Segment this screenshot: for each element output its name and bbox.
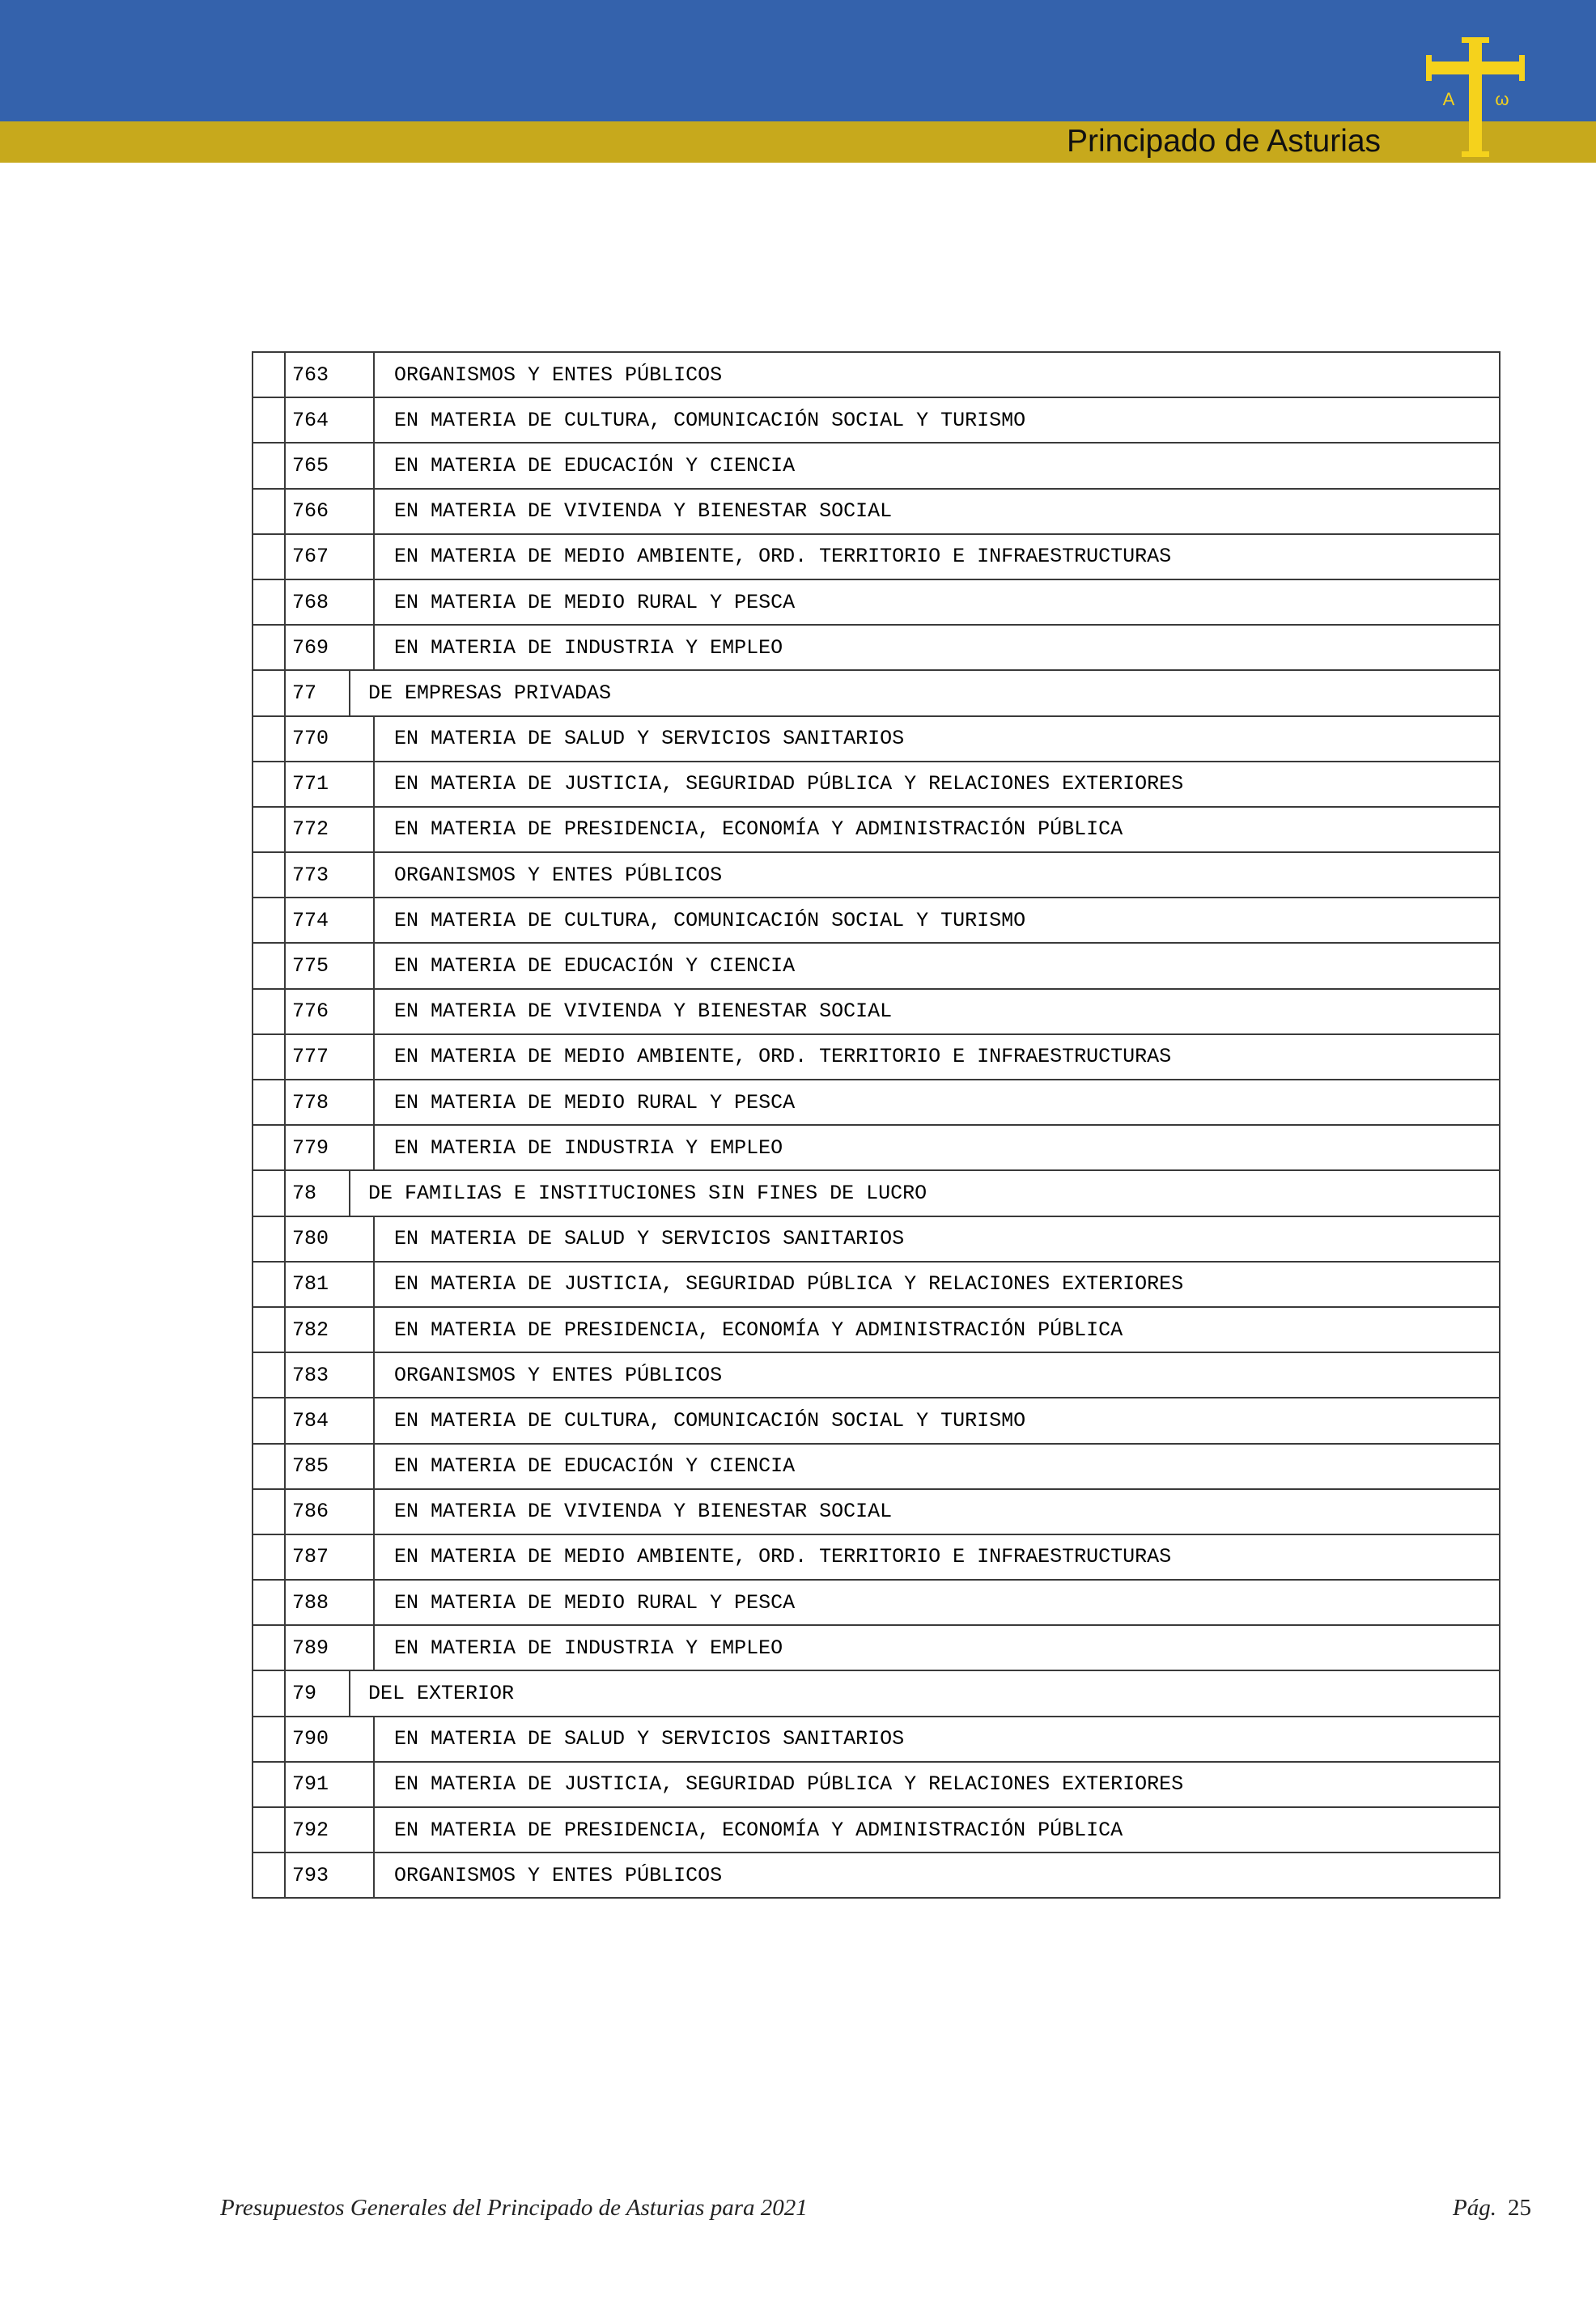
table-row bbox=[253, 1625, 1500, 1670]
concept-description: ORGANISMOS Y ENTES PÚBLICOS bbox=[374, 352, 1500, 397]
budget-classification-table bbox=[252, 351, 1500, 1899]
concept-description: EN MATERIA DE VIVIENDA Y BIENESTAR SOCIAL bbox=[374, 489, 1500, 534]
group-description: DE EMPRESAS PRIVADAS bbox=[350, 670, 1500, 715]
table-row-group bbox=[253, 1170, 1500, 1216]
table-row bbox=[253, 1034, 1500, 1080]
table-row-group bbox=[253, 1670, 1500, 1716]
concept-code: 788 bbox=[285, 1580, 374, 1625]
table-body bbox=[253, 352, 1500, 1898]
concept-code: 784 bbox=[285, 1398, 374, 1443]
concept-code: 779 bbox=[285, 1125, 374, 1170]
table-row bbox=[253, 579, 1500, 625]
concept-code: 792 bbox=[285, 1807, 374, 1853]
brand-title: Principado de Asturias bbox=[1067, 124, 1382, 159]
table-row bbox=[253, 1580, 1500, 1625]
concept-description: EN MATERIA DE VIVIENDA Y BIENESTAR SOCIAL bbox=[374, 989, 1500, 1034]
table-row bbox=[253, 898, 1500, 943]
concept-code: 782 bbox=[285, 1307, 374, 1352]
concept-description: EN MATERIA DE PRESIDENCIA, ECONOMÍA Y ADMINISTRACIÓN PÚBLICA bbox=[374, 807, 1500, 852]
table-row bbox=[253, 443, 1500, 488]
concept-description: EN MATERIA DE VIVIENDA Y BIENESTAR SOCIAL bbox=[374, 1489, 1500, 1534]
concept-code: 790 bbox=[285, 1717, 374, 1762]
concept-code: 778 bbox=[285, 1080, 374, 1125]
concept-code: 789 bbox=[285, 1625, 374, 1670]
indent-cell bbox=[253, 1853, 285, 1898]
indent-cell bbox=[253, 489, 285, 534]
concept-code: 776 bbox=[285, 989, 374, 1034]
table-row bbox=[253, 1444, 1500, 1489]
indent-cell bbox=[253, 1534, 285, 1580]
indent-cell bbox=[253, 852, 285, 898]
group-code: 79 bbox=[285, 1670, 350, 1716]
group-code: 78 bbox=[285, 1170, 350, 1216]
concept-code: 768 bbox=[285, 579, 374, 625]
indent-cell bbox=[253, 1444, 285, 1489]
indent-cell bbox=[253, 1670, 285, 1716]
concept-description: EN MATERIA DE JUSTICIA, SEGURIDAD PÚBLICA Y RELACIONES EXTERIORES bbox=[374, 762, 1500, 807]
concept-code: 763 bbox=[285, 352, 374, 397]
indent-cell bbox=[253, 1307, 285, 1352]
group-description: DE FAMILIAS E INSTITUCIONES SIN FINES DE LUCRO bbox=[350, 1170, 1500, 1216]
concept-description: EN MATERIA DE EDUCACIÓN Y CIENCIA bbox=[374, 443, 1500, 488]
table-row bbox=[253, 352, 1500, 397]
indent-cell bbox=[253, 943, 285, 988]
concept-description: EN MATERIA DE EDUCACIÓN Y CIENCIA bbox=[374, 1444, 1500, 1489]
concept-description: EN MATERIA DE INDUSTRIA Y EMPLEO bbox=[374, 1125, 1500, 1170]
indent-cell bbox=[253, 1580, 285, 1625]
indent-cell bbox=[253, 579, 285, 625]
indent-cell bbox=[253, 1625, 285, 1670]
concept-code: 787 bbox=[285, 1534, 374, 1580]
indent-cell bbox=[253, 670, 285, 715]
concept-description: EN MATERIA DE INDUSTRIA Y EMPLEO bbox=[374, 625, 1500, 670]
table-row bbox=[253, 1489, 1500, 1534]
group-description: DEL EXTERIOR bbox=[350, 1670, 1500, 1716]
concept-code: 781 bbox=[285, 1262, 374, 1307]
concept-code: 774 bbox=[285, 898, 374, 943]
indent-cell bbox=[253, 625, 285, 670]
table-row bbox=[253, 762, 1500, 807]
indent-cell bbox=[253, 1262, 285, 1307]
concept-description: EN MATERIA DE MEDIO RURAL Y PESCA bbox=[374, 1080, 1500, 1125]
table-row bbox=[253, 989, 1500, 1034]
indent-cell bbox=[253, 1034, 285, 1080]
table-row bbox=[253, 1807, 1500, 1853]
concept-code: 764 bbox=[285, 397, 374, 443]
concept-description: EN MATERIA DE PRESIDENCIA, ECONOMÍA Y ADMINISTRACIÓN PÚBLICA bbox=[374, 1307, 1500, 1352]
concept-description: EN MATERIA DE MEDIO AMBIENTE, ORD. TERRITORIO E INFRAESTRUCTURAS bbox=[374, 1534, 1500, 1580]
table-row bbox=[253, 1534, 1500, 1580]
concept-code: 767 bbox=[285, 534, 374, 579]
indent-cell bbox=[253, 1125, 285, 1170]
concept-code: 775 bbox=[285, 943, 374, 988]
table-row bbox=[253, 1352, 1500, 1398]
concept-code: 786 bbox=[285, 1489, 374, 1534]
indent-cell bbox=[253, 397, 285, 443]
table-row bbox=[253, 1398, 1500, 1443]
indent-cell bbox=[253, 1398, 285, 1443]
concept-code: 777 bbox=[285, 1034, 374, 1080]
concept-description: EN MATERIA DE SALUD Y SERVICIOS SANITARIOS bbox=[374, 1216, 1500, 1262]
concept-code: 785 bbox=[285, 1444, 374, 1489]
indent-cell bbox=[253, 443, 285, 488]
concept-description: EN MATERIA DE CULTURA, COMUNICACIÓN SOCIAL Y TURISMO bbox=[374, 1398, 1500, 1443]
table-row bbox=[253, 1080, 1500, 1125]
concept-description: ORGANISMOS Y ENTES PÚBLICOS bbox=[374, 1352, 1500, 1398]
indent-cell bbox=[253, 1080, 285, 1125]
emblem-letter-alpha: A bbox=[1442, 89, 1455, 109]
concept-code: 771 bbox=[285, 762, 374, 807]
concept-description: ORGANISMOS Y ENTES PÚBLICOS bbox=[374, 1853, 1500, 1898]
concept-code: 770 bbox=[285, 716, 374, 762]
concept-description: EN MATERIA DE PRESIDENCIA, ECONOMÍA Y ADMINISTRACIÓN PÚBLICA bbox=[374, 1807, 1500, 1853]
concept-description: EN MATERIA DE INDUSTRIA Y EMPLEO bbox=[374, 1625, 1500, 1670]
table-row bbox=[253, 1216, 1500, 1262]
concept-code: 769 bbox=[285, 625, 374, 670]
header-band-blue bbox=[0, 0, 1596, 121]
concept-description: EN MATERIA DE JUSTICIA, SEGURIDAD PÚBLICA Y RELACIONES EXTERIORES bbox=[374, 1262, 1500, 1307]
concept-code: 772 bbox=[285, 807, 374, 852]
indent-cell bbox=[253, 762, 285, 807]
footer-document-title: Presupuestos Generales del Principado de Asturias para 2021 bbox=[220, 2195, 808, 2221]
concept-description: EN MATERIA DE SALUD Y SERVICIOS SANITARIOS bbox=[374, 1717, 1500, 1762]
table-row bbox=[253, 943, 1500, 988]
table-row bbox=[253, 1307, 1500, 1352]
table-row bbox=[253, 1717, 1500, 1762]
footer-page-label: Pág. bbox=[1453, 2195, 1496, 2221]
table-row-group bbox=[253, 670, 1500, 715]
concept-code: 783 bbox=[285, 1352, 374, 1398]
table-row bbox=[253, 1262, 1500, 1307]
indent-cell bbox=[253, 1170, 285, 1216]
table-row bbox=[253, 807, 1500, 852]
concept-description: EN MATERIA DE SALUD Y SERVICIOS SANITARIOS bbox=[374, 716, 1500, 762]
concept-code: 791 bbox=[285, 1762, 374, 1807]
indent-cell bbox=[253, 807, 285, 852]
indent-cell bbox=[253, 1216, 285, 1262]
concept-code: 765 bbox=[285, 443, 374, 488]
concept-code: 780 bbox=[285, 1216, 374, 1262]
footer-page-number bbox=[1453, 2195, 1531, 2222]
indent-cell bbox=[253, 989, 285, 1034]
concept-description: EN MATERIA DE MEDIO AMBIENTE, ORD. TERRITORIO E INFRAESTRUCTURAS bbox=[374, 1034, 1500, 1080]
emblem-letter-omega: ω bbox=[1495, 89, 1509, 109]
table-row bbox=[253, 489, 1500, 534]
table-row bbox=[253, 1762, 1500, 1807]
concept-description: EN MATERIA DE CULTURA, COMUNICACIÓN SOCIAL Y TURISMO bbox=[374, 397, 1500, 443]
table-row bbox=[253, 625, 1500, 670]
indent-cell bbox=[253, 1807, 285, 1853]
concept-description: ORGANISMOS Y ENTES PÚBLICOS bbox=[374, 852, 1500, 898]
concept-description: EN MATERIA DE MEDIO RURAL Y PESCA bbox=[374, 1580, 1500, 1625]
table-row bbox=[253, 1853, 1500, 1898]
footer-page-value: 25 bbox=[1508, 2195, 1531, 2221]
concept-code: 793 bbox=[285, 1853, 374, 1898]
table-row bbox=[253, 852, 1500, 898]
victory-cross-icon bbox=[1426, 37, 1525, 159]
indent-cell bbox=[253, 534, 285, 579]
concept-description: EN MATERIA DE JUSTICIA, SEGURIDAD PÚBLICA Y RELACIONES EXTERIORES bbox=[374, 1762, 1500, 1807]
indent-cell bbox=[253, 1717, 285, 1762]
indent-cell bbox=[253, 716, 285, 762]
indent-cell bbox=[253, 898, 285, 943]
concept-description: EN MATERIA DE EDUCACIÓN Y CIENCIA bbox=[374, 943, 1500, 988]
indent-cell bbox=[253, 1352, 285, 1398]
indent-cell bbox=[253, 1489, 285, 1534]
concept-code: 773 bbox=[285, 852, 374, 898]
table-row bbox=[253, 716, 1500, 762]
table-row bbox=[253, 534, 1500, 579]
table-row bbox=[253, 1125, 1500, 1170]
concept-code: 766 bbox=[285, 489, 374, 534]
group-code: 77 bbox=[285, 670, 350, 715]
concept-description: EN MATERIA DE CULTURA, COMUNICACIÓN SOCIAL Y TURISMO bbox=[374, 898, 1500, 943]
concept-description: EN MATERIA DE MEDIO AMBIENTE, ORD. TERRITORIO E INFRAESTRUCTURAS bbox=[374, 534, 1500, 579]
concept-description: EN MATERIA DE MEDIO RURAL Y PESCA bbox=[374, 579, 1500, 625]
indent-cell bbox=[253, 1762, 285, 1807]
indent-cell bbox=[253, 352, 285, 397]
table-row bbox=[253, 397, 1500, 443]
